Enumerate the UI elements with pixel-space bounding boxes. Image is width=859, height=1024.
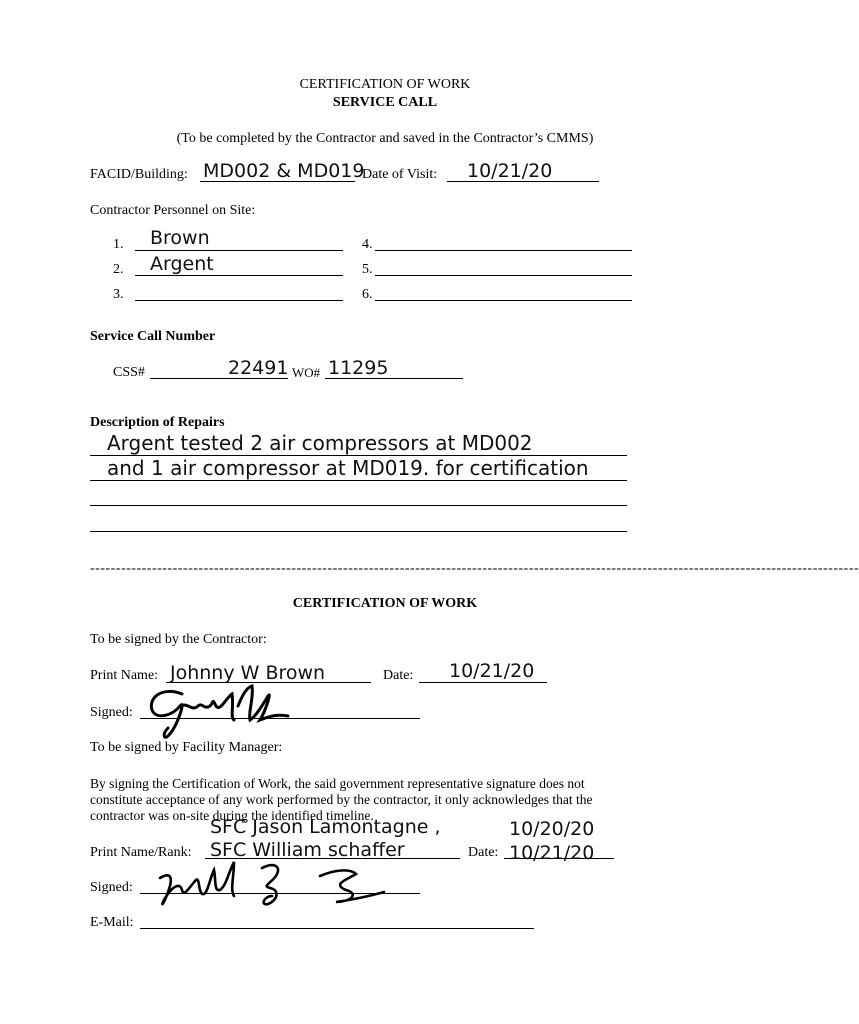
section-separator: ----------------------------------------------------------------------------------------------------------------------------------------------------- (90, 561, 859, 576)
facid-value[interactable]: MD002 & MD019 (203, 160, 365, 182)
contractor-signature (142, 676, 292, 746)
manager-instruction: To be signed by Facility Manager: (90, 740, 283, 755)
date-of-visit-label: Date of Visit: (362, 167, 438, 182)
repairs-heading: Description of Repairs (90, 415, 225, 430)
form-instruction: (To be completed by the Contractor and saved in the Contractor’s CMMS) (176, 131, 594, 146)
personnel-num-4: 4. (362, 237, 373, 252)
disclaimer-line-2: constitute acceptance of any work performed by the contractor, it only acknowledges that the (90, 792, 593, 807)
contractor-instruction: To be signed by the Contractor: (90, 632, 267, 647)
print-name-label: Print Name: (90, 668, 159, 683)
certification-heading: CERTIFICATION OF WORK (292, 596, 478, 611)
wo-value[interactable]: 11295 (328, 357, 389, 379)
email-label: E-Mail: (90, 915, 134, 930)
personnel-field-4-line[interactable] (375, 250, 632, 251)
contractor-signed-label: Signed: (90, 705, 133, 720)
contractor-date-label: Date: (383, 668, 414, 683)
manager-name-line-1[interactable]: SFC Jason Lamontagne , (210, 816, 441, 838)
personnel-field-3-line[interactable] (135, 300, 343, 301)
facid-label: FACID/Building: (90, 167, 188, 182)
manager-date-label: Date: (468, 845, 499, 860)
disclaimer-line-3: contractor was on-site during the identified timeline. (90, 808, 374, 823)
repairs-line-4[interactable] (90, 531, 627, 532)
service-call-heading: Service Call Number (90, 329, 216, 344)
personnel-value-1[interactable]: Brown (150, 227, 210, 249)
email-field-line[interactable] (140, 928, 534, 929)
personnel-num-1: 1. (113, 237, 124, 252)
manager-date-line-2[interactable]: 10/21/20 (509, 842, 595, 864)
repairs-line-2[interactable] (90, 480, 627, 481)
form-subtitle: SERVICE CALL (332, 95, 438, 110)
repairs-line-3[interactable] (90, 505, 627, 506)
contractor-date-field-line[interactable] (419, 682, 547, 683)
manager-signed-label: Signed: (90, 880, 133, 895)
personnel-field-5-line[interactable] (375, 275, 632, 276)
personnel-value-2[interactable]: Argent (150, 253, 214, 275)
personnel-field-6-line[interactable] (375, 300, 632, 301)
personnel-label: Contractor Personnel on Site: (90, 203, 256, 218)
personnel-num-5: 5. (362, 262, 373, 277)
personnel-field-2-line[interactable] (135, 275, 343, 276)
form-title: CERTIFICATION OF WORK (299, 77, 471, 92)
personnel-num-6: 6. (362, 287, 373, 302)
print-name-value[interactable]: Johnny W Brown (170, 662, 326, 684)
manager-signatures (150, 856, 390, 912)
css-value[interactable]: 22491 (228, 357, 289, 379)
personnel-num-3: 3. (113, 287, 124, 302)
css-label: CSS# (113, 365, 145, 380)
personnel-num-2: 2. (113, 262, 124, 277)
manager-name-line-2[interactable]: SFC William schaffer (210, 839, 405, 861)
manager-date-line-1[interactable]: 10/20/20 (509, 818, 595, 840)
disclaimer-line-1: By signing the Certification of Work, the said government representative signature does not (90, 776, 585, 791)
contractor-date-value[interactable]: 10/21/20 (449, 660, 535, 682)
personnel-field-1-line[interactable] (135, 250, 343, 251)
date-of-visit-value[interactable]: 10/21/20 (467, 160, 553, 182)
wo-label: WO# (292, 365, 321, 380)
repairs-text-2[interactable]: and 1 air compressor at MD019. for certification (107, 456, 589, 480)
repairs-text-1[interactable]: Argent tested 2 air compressors at MD002 (107, 431, 533, 455)
manager-print-name-label: Print Name/Rank: (90, 845, 192, 860)
